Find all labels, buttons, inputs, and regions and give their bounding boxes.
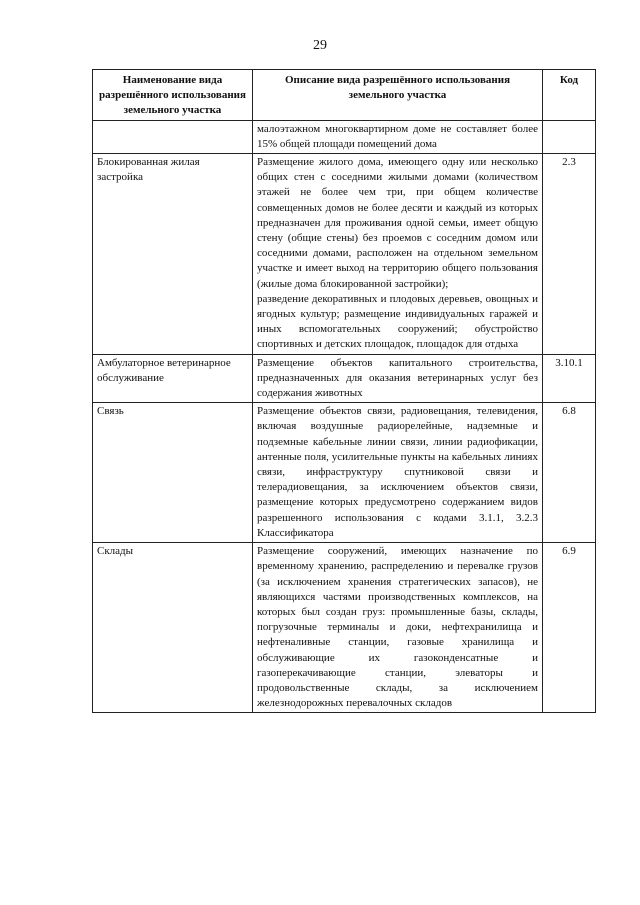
row-name: [93, 120, 253, 153]
row-name: Блокированная жилая застройка: [93, 154, 253, 355]
table-body: [93, 120, 596, 713]
header-name: Наименование вида разрешённого использования земельного участка: [93, 70, 253, 121]
table-row: [93, 154, 596, 355]
header-row: [93, 70, 596, 121]
table-row: [93, 543, 596, 713]
row-code: 6.8: [543, 403, 596, 543]
row-name: Связь: [93, 403, 253, 543]
header-description: Описание вида разрешённого использования земельного участка: [253, 70, 543, 121]
table-row: [93, 354, 596, 403]
row-description: [253, 154, 543, 355]
description-paragraph: разведение декоративных и плодовых деревьев, овощных и ягодных культур; размещение индивидуальных гаражей и иных вспомогательных сооружений; обустройство спортивных и детских площадок, площадок для отдыха: [257, 292, 538, 351]
row-description: [253, 354, 543, 403]
row-description: [253, 543, 543, 713]
row-name: Склады: [93, 543, 253, 713]
page-number: 29: [313, 38, 327, 53]
header-code: Код: [543, 70, 596, 121]
table-row: [93, 403, 596, 543]
row-code: 6.9: [543, 543, 596, 713]
row-name: Амбулаторное ветеринарное обслуживание: [93, 354, 253, 403]
description-paragraph: Размещение сооружений, имеющих назначение по временному хранению, распределению и перевалке грузов (за исключением хранения стратегических запасов), не являющихся частями производственных комплексов, на которых был создан груз: промышленные базы, склады, погрузочные терминалы и доки, нефтехранилища и нефтеналивные станции, газовые хранилища и обслуживающие их газоконденсатные и газоперекачивающие станции, элеваторы и продовольственные склады, за исключением железнодорожных перевалочных складов: [257, 545, 538, 710]
description-paragraph: малоэтажном многоквартирном доме не составляет более 15% общей площади помещений дома: [257, 122, 538, 150]
table-header: [93, 70, 596, 121]
row-code: [543, 120, 596, 153]
table-row: [93, 120, 596, 153]
description-paragraph: Размещение жилого дома, имеющего одну или несколько общих стен с соседними жилыми домами (количеством этажей не более чем три, при общем количестве совмещенных домов не более десяти и каждый из которых предназначен для проживания одной семьи, имеет общую стену (общие стены) без проемов с соседним домом или соседними домами, расположен на отдельном земельном участке и имеет выход на территорию общего пользования (жилые дома блокированной застройки);: [257, 156, 538, 290]
row-code: 2.3: [543, 154, 596, 355]
land-use-table: [92, 69, 596, 713]
row-description: [253, 120, 543, 153]
description-paragraph: Размещение объектов связи, радиовещания, телевидения, включая воздушные радиорелейные, надземные и подземные кабельные линии связи, линии радиофикации, антенные поля, усилительные пункты на кабельных линиях связи, инфраструктуру спутниковой связи и телерадиовещания, за исключением объектов связи, размещение которых предусмотрено содержанием видов разрешенного использования с кодами 3.1.1, 3.2.3 Классификатора: [257, 405, 538, 539]
row-description: [253, 403, 543, 543]
row-code: 3.10.1: [543, 354, 596, 403]
description-paragraph: Размещение объектов капитального строительства, предназначенных для оказания ветеринарных услуг без содержания животных: [257, 356, 538, 400]
